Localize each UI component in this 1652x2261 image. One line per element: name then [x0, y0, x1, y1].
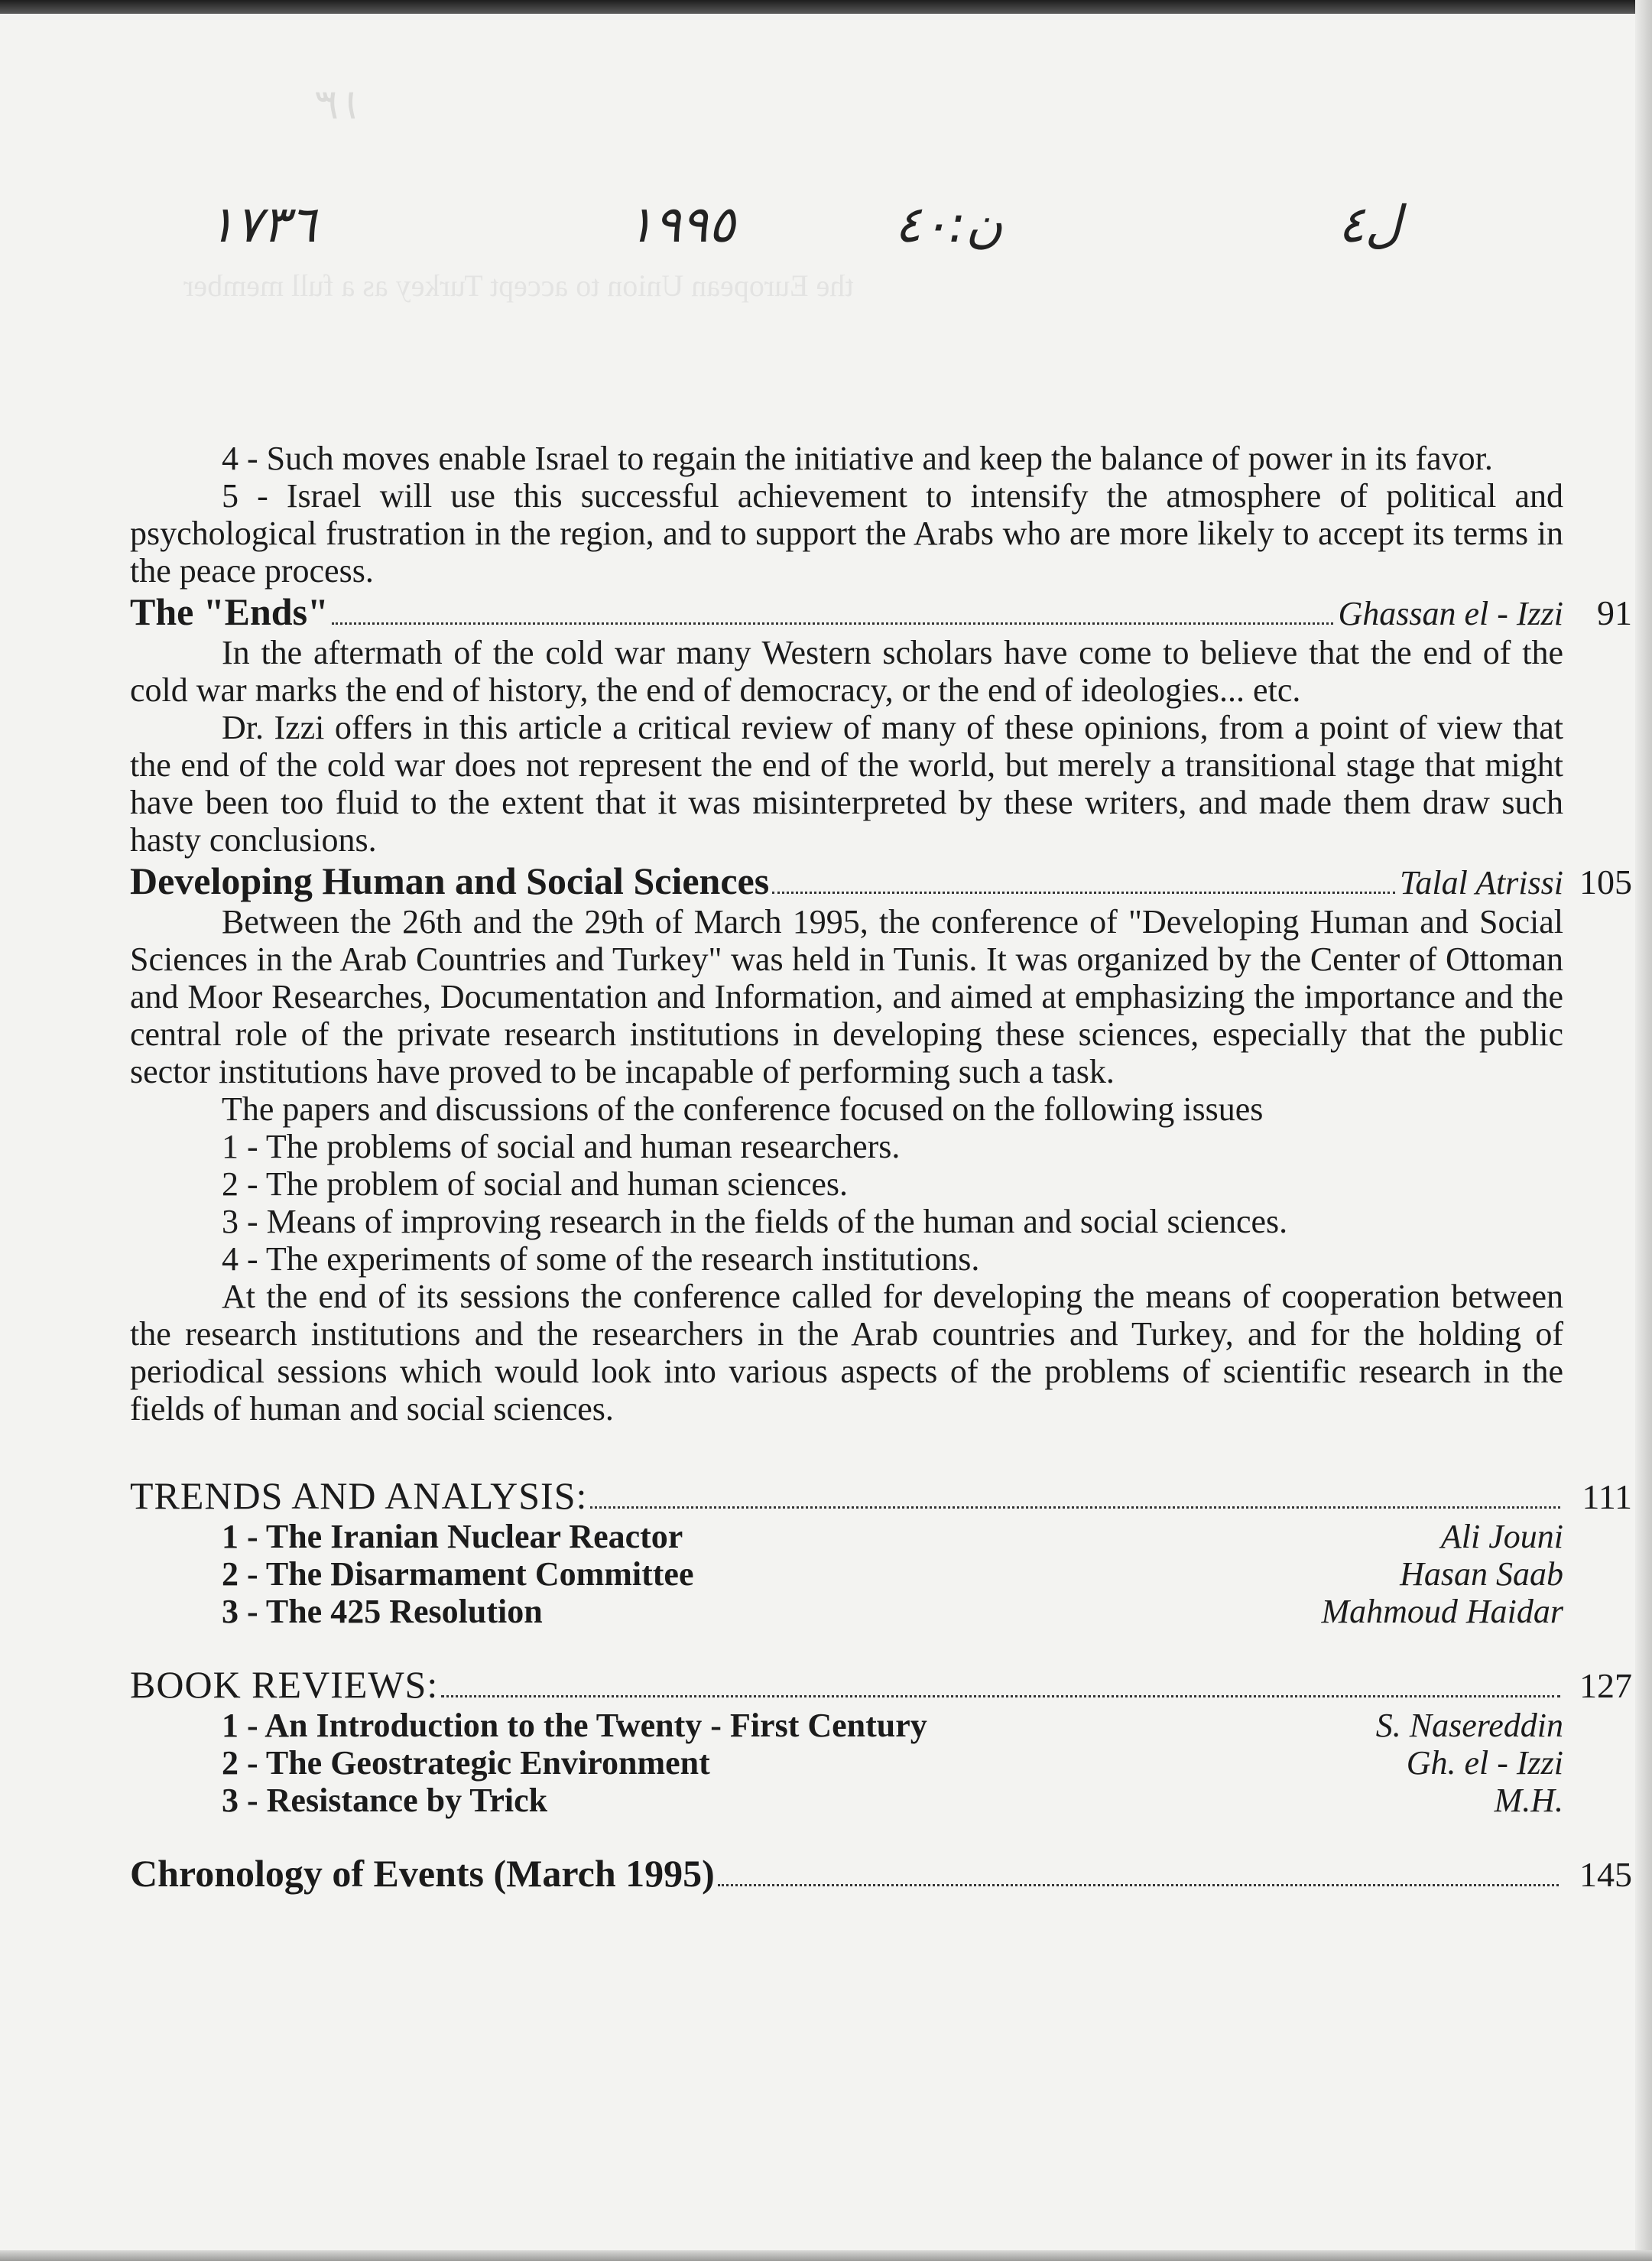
trends-item — [130, 1518, 1563, 1555]
faint-handwriting: ١٣ — [321, 80, 366, 128]
dotted-leader — [772, 892, 1395, 894]
item-author: S. Nasereddin — [1375, 1707, 1563, 1744]
page-number: 111 — [1582, 1477, 1632, 1516]
issue-item: 4 - The experiments of some of the research institutions. — [222, 1240, 980, 1278]
dotted-leader — [441, 1695, 1560, 1697]
review-item — [130, 1707, 1563, 1744]
intro-point-5: 5 - Israel will use this successful achievement to intensify the atmosphere of political and psychological frustration in the region, and to support the Arabs who are more likely to accept its terms in the peace process. — [130, 477, 1563, 590]
page-number: 127 — [1579, 1666, 1632, 1705]
item-title: 3 - Resistance by Trick — [222, 1782, 548, 1819]
issue-item: 2 - The problem of social and human sciences. — [222, 1165, 849, 1203]
item-title: 1 - An Introduction to the Twenty - First Century — [222, 1707, 927, 1744]
issue-item: 1 - The problems of social and human researchers. — [222, 1128, 901, 1165]
section-title: BOOK REVIEWS: — [130, 1663, 439, 1706]
issue-item: 3 - Means of improving research in the fields of the human and social sciences. — [222, 1203, 1288, 1240]
scan-bottom-edge — [0, 2250, 1652, 2261]
item-title: 1 - The Iranian Nuclear Reactor — [222, 1518, 683, 1555]
page-number: 105 — [1579, 862, 1632, 901]
section-reviews-heading — [130, 1662, 1632, 1707]
scan-right-shadow — [1635, 0, 1652, 2261]
item-author: Hasan Saab — [1400, 1555, 1563, 1593]
item-author: Gh. el - Izzi — [1406, 1744, 1563, 1782]
item-title: 3 - The 425 Resolution — [222, 1593, 543, 1630]
item-author: Ali Jouni — [1440, 1518, 1563, 1555]
scan-top-edge — [0, 0, 1652, 14]
bleed-through-text: the European Union to accept Turkey as a full member — [183, 268, 854, 303]
page-number: 145 — [1579, 1855, 1632, 1894]
handwritten-archive-number: ١٧٣٦ — [208, 195, 316, 254]
dotted-leader — [590, 1506, 1560, 1509]
contents-page — [130, 440, 1632, 1896]
trends-item — [130, 1593, 1563, 1630]
review-item — [130, 1744, 1563, 1782]
item-author: M.H. — [1494, 1782, 1563, 1819]
article-author: Ghassan el - Izzi — [1338, 595, 1563, 632]
page-number: 91 — [1597, 593, 1632, 632]
dotted-leader — [718, 1884, 1559, 1886]
section-title: TRENDS AND ANALYSIS: — [130, 1474, 588, 1517]
section-trends-heading — [130, 1473, 1632, 1518]
handwritten-code: ل٤ — [1338, 195, 1402, 254]
ends-summary-2: Dr. Izzi offers in this article a critical review of many of these opinions, from a point of view that the end of the cold war does not represent the end of the world, but merely a transitional stage that might have been too fluid to the extent that it was misinterpreted by these writers, and made them draw such hasty conclusions. — [130, 709, 1563, 859]
trends-item — [130, 1555, 1563, 1593]
handwritten-issue-number: ن:٤٠ — [894, 195, 1003, 254]
intro-point-4: 4 - Such moves enable Israel to regain the initiative and keep the balance of power in its favor. — [222, 440, 1493, 477]
item-author: Mahmoud Haidar — [1321, 1593, 1563, 1630]
item-title: 2 - The Geostrategic Environment — [222, 1744, 710, 1782]
dotted-leader — [332, 622, 1334, 625]
section-chronology-heading — [130, 1851, 1632, 1896]
ends-summary-1: In the aftermath of the cold war many Western scholars have come to believe that the end of the cold war marks the end of history, the end of democracy, or the end of ideologies... etc. — [130, 634, 1563, 709]
handwritten-year: ١٩٩٥ — [627, 195, 735, 254]
article-author: Talal Atrissi — [1399, 864, 1563, 901]
developing-summary-2: The papers and discussions of the conference focused on the following issues — [222, 1090, 1264, 1128]
review-item — [130, 1782, 1563, 1819]
developing-summary-1: Between the 26th and the 29th of March 1995, the conference of "Developing Human and Social Sciences in the Arab Countries and Turkey" was held in Tunis. It was organized by the Center of Ottoman and Moor Researches, Documentation and Information, and aimed at emphasizing the importance and the central role of the private research institutions in developing these sciences, especially that the public sector institutions have proved to be incapable of performing such a task. — [130, 903, 1563, 1090]
article-ends-heading — [130, 590, 1632, 634]
section-title: Chronology of Events (March 1995) — [130, 1852, 715, 1895]
developing-summary-3: At the end of its sessions the conference called for developing the means of cooperation between the research institutions and the researchers in the Arab countries and Turkey, and for the holding of periodical sessions which would look into various aspects of the problems of scientific research in the fields of human and social sciences. — [130, 1278, 1563, 1428]
article-title: The "Ends" — [130, 590, 329, 633]
article-developing-heading — [130, 859, 1632, 903]
item-title: 2 - The Disarmament Committee — [222, 1555, 694, 1593]
article-title: Developing Human and Social Sciences — [130, 859, 770, 902]
